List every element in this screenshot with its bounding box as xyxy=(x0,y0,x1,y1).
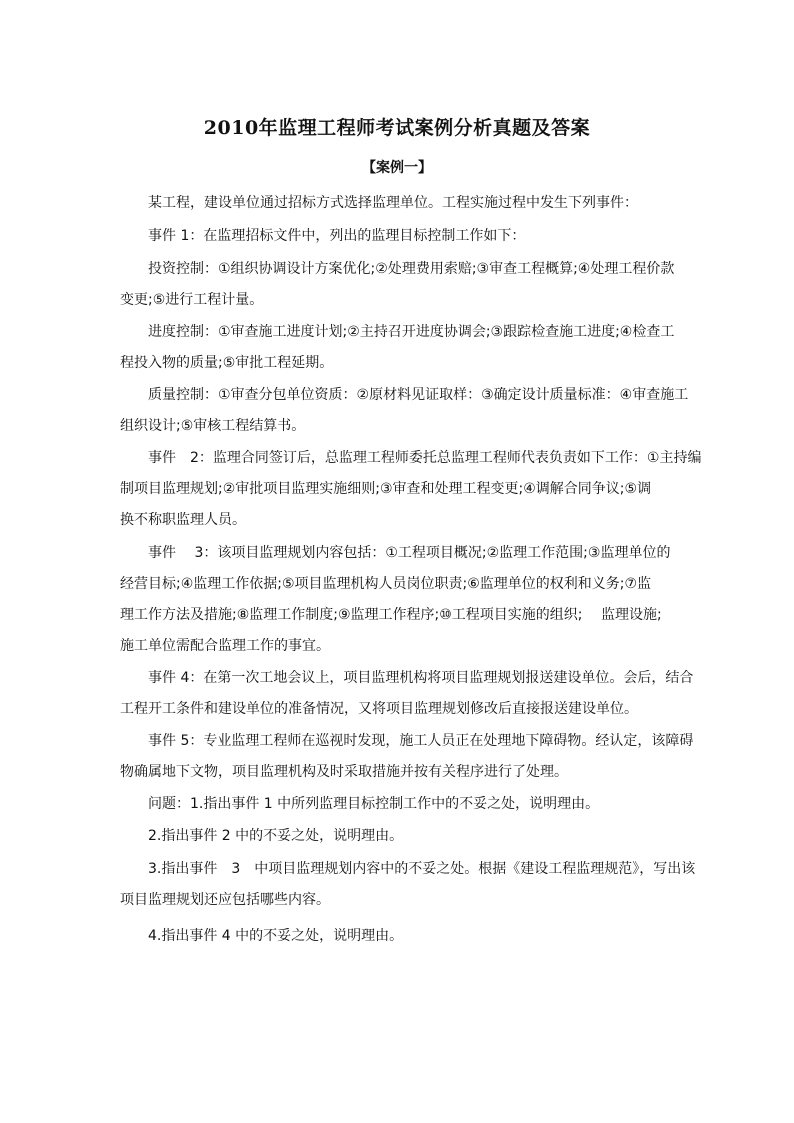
case-heading: 【案例一】 xyxy=(362,160,432,176)
paragraph-event-1: 事件 1：在监理招标文件中，列出的监理目标控制工作如下： xyxy=(148,228,526,244)
paragraph-intro: 某工程，建设单位通过招标方式选择监理单位。工程实施过程中发生下列事件： xyxy=(148,195,638,211)
paragraph-schedule-control-cont: 程投入物的质量;⑤审批工程延期。 xyxy=(120,355,334,371)
question-1: 问题：1.指出事件 1 中所列监理目标控制工作中的不妥之处，说明理由。 xyxy=(148,796,600,812)
paragraph-quality-control-cont: 组织设计;⑤审核工程结算书。 xyxy=(120,418,306,434)
paragraph-event-3: 事件 3：该项目监理规划内容包括：①工程项目概况;②监理工作范围;③监理单位的 xyxy=(148,545,671,561)
paragraph-event-5: 事件 5：专业监理工程师在巡视时发现，施工人员正在处理地下障碍物。经认定，该障碍 xyxy=(148,733,694,749)
paragraph-schedule-control: 进度控制：①审查施工进度计划;②主持召开进度协调会;③跟踪检查施工进度;④检查工 xyxy=(148,324,675,340)
document-title: 2010年监理工程师考试案例分析真题及答案 xyxy=(203,117,591,139)
question-3: 3.指出事件 3 中项目监理规划内容中的不妥之处。根据《建设工程监理规范》，写出该 xyxy=(148,861,696,877)
paragraph-event-5-cont: 物确属地下文物，项目监理机构及时采取措施并按有关程序进行了处理。 xyxy=(120,764,568,780)
paragraph-event-3-cont-1: 经营目标;④监理工作依据;⑤项目监理机构人员岗位职责;⑥监理单位的权利和义务;⑦监 xyxy=(120,576,652,592)
question-2: 2.指出事件 2 中的不妥之处，说明理由。 xyxy=(148,828,404,844)
paragraph-event-2-cont-1: 制项目监理规划;②审批项目监理实施细则;③审查和处理工程变更;④调解合同争议;⑤调 xyxy=(120,481,652,497)
paragraph-event-4: 事件 4：在第一次工地会议上，项目监理机构将项目监理规划报送建设单位。会后，结合 xyxy=(148,670,694,686)
paragraph-quality-control: 质量控制：①审查分包单位资质：②原材料见证取样：③确定设计质量标准：④审查施工 xyxy=(148,387,689,403)
paragraph-event-2: 事件 2：监理合同签订后，总监理工程师委托总监理工程师代表负责如下工作：①主持编 xyxy=(148,450,702,466)
paragraph-event-4-cont: 工程开工条件和建设单位的准备情况，又将项目监理规划修改后直接报送建设单位。 xyxy=(120,701,638,717)
question-4: 4.指出事件 4 中的不妥之处，说明理由。 xyxy=(148,928,404,944)
paragraph-investment-control-cont: 变更;⑤进行工程计量。 xyxy=(120,292,264,308)
question-3-cont: 项目监理规划还应包括哪些内容。 xyxy=(120,892,330,908)
paragraph-event-3-cont-3: 施工单位需配合监理工作的事宜。 xyxy=(120,638,330,654)
paragraph-investment-control: 投资控制：①组织协调设计方案优化;②处理费用索赔;③审查工程概算;④处理工程价款 xyxy=(148,261,675,277)
paragraph-event-3-cont-2: 理工作方法及措施;⑧监理工作制度;⑨监理工作程序;⑩工程项目实施的组织; 监理设施; xyxy=(120,607,662,623)
paragraph-event-2-cont-2: 换不称职监理人员。 xyxy=(120,512,246,528)
